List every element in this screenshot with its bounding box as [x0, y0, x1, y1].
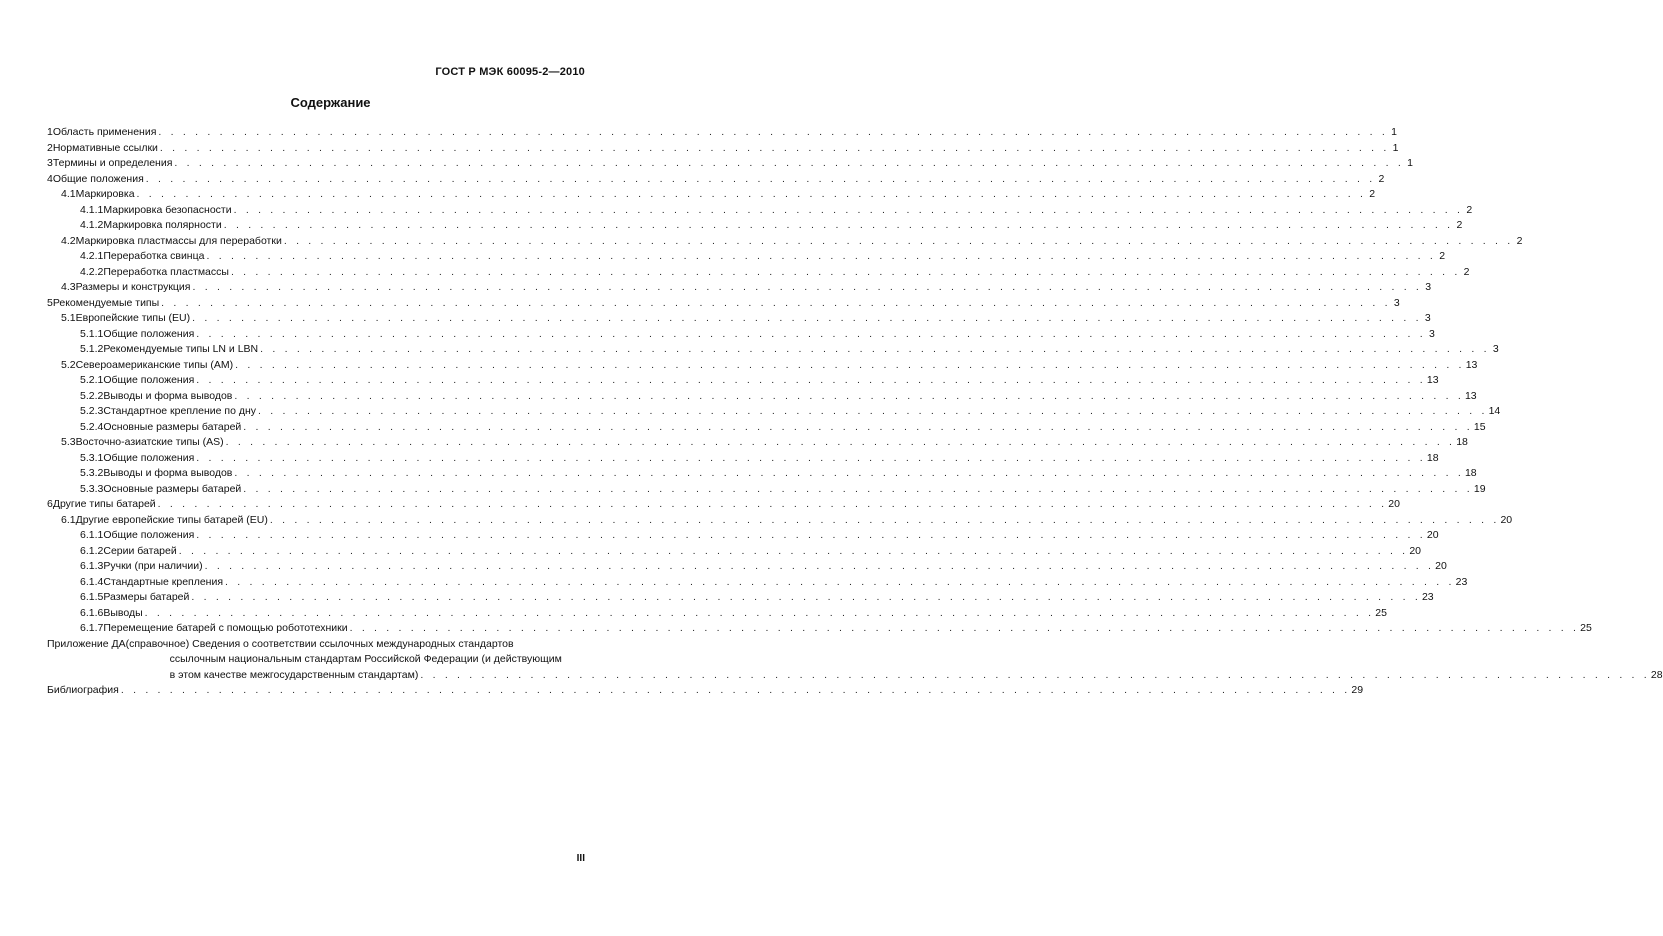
toc-entry[interactable]: [47, 575, 1468, 591]
toc-entry-page: 3: [1492, 343, 1499, 355]
toc-entry[interactable]: [47, 389, 1477, 405]
toc-leader-dots: [231, 265, 1461, 281]
toc-entry-label: Основные размеры батарей: [103, 420, 242, 433]
toc-entry[interactable]: [47, 373, 1439, 389]
toc-entry-page: 20: [1435, 560, 1447, 572]
toc-entry-label: Рекомендуемые типы: [52, 296, 160, 309]
toc-entry-label: Ручки (при наличии): [103, 560, 203, 572]
toc-entry-page: 2: [1466, 203, 1473, 216]
toc-entry-page: 20: [1500, 513, 1513, 526]
toc-entry[interactable]: [47, 311, 1431, 327]
toc-entry-page: 20: [1388, 498, 1400, 510]
toc-entry-number: 2: [47, 141, 53, 154]
toc-leader-dots: [350, 621, 1580, 637]
toc-leader-dots: [234, 466, 1464, 482]
toc-entry-label: Библиография: [47, 683, 119, 696]
toc-leader-dots: [196, 451, 1426, 467]
page-title: Содержание: [290, 95, 371, 110]
toc-entry-page: 18: [1464, 467, 1477, 479]
toc-entry[interactable]: [47, 606, 1387, 622]
toc-entry-label: Серии батарей: [103, 544, 177, 557]
toc-leader-dots: [243, 482, 1473, 498]
toc-entry-number: 6.1.7: [80, 622, 104, 634]
toc-entry[interactable]: [47, 482, 1486, 498]
toc-entry-number: 4.1: [61, 188, 76, 200]
toc-entry[interactable]: [47, 342, 1499, 358]
toc-entry-number: 6.1: [61, 513, 76, 526]
toc-leader-dots: [174, 156, 1404, 172]
appendix-number: Приложение ДА: [47, 637, 126, 650]
toc-entry-number: 3: [47, 157, 53, 169]
toc-entry-page: 3: [1429, 327, 1435, 340]
toc-entry[interactable]: [47, 590, 1434, 606]
toc-leader-dots: [145, 606, 1375, 622]
toc-leader-dots: [225, 575, 1455, 591]
toc-leader-dots: [226, 435, 1456, 451]
toc-entry[interactable]: [47, 327, 1435, 343]
toc-entry-label: Размеры и конструкция: [75, 281, 191, 293]
toc-entry-page: 15: [1473, 420, 1486, 433]
toc-entry-page: 3: [1425, 281, 1432, 293]
toc-entry-label: Размеры батарей: [103, 591, 190, 603]
toc-entry-number: 5.1.2: [80, 343, 104, 355]
toc-leader-dots: [191, 590, 1421, 606]
toc-entry-label: Маркировка: [75, 188, 135, 200]
toc-entry-number: 5.2: [61, 358, 76, 371]
toc-entry[interactable]: [47, 156, 1413, 172]
toc-entry-page: 1: [1407, 157, 1413, 169]
toc-entry[interactable]: [47, 420, 1486, 436]
toc-entry[interactable]: [47, 435, 1468, 451]
toc-leader-dots: [234, 203, 1464, 219]
toc-entry-label: Общие положения: [52, 172, 144, 185]
toc-leader-dots: [161, 296, 1391, 312]
toc-entry-page: 25: [1580, 622, 1592, 634]
toc-entry[interactable]: [47, 296, 1400, 312]
toc-leader-dots: [192, 311, 1422, 327]
toc-entry[interactable]: [47, 404, 1501, 420]
toc-entry[interactable]: [47, 280, 1432, 296]
toc-entry[interactable]: [47, 559, 1447, 575]
toc-entry-page: 3: [1424, 312, 1431, 324]
toc-leader-dots: [196, 528, 1426, 544]
toc-entry-number: 5.3.3: [80, 482, 104, 495]
toc-entry-number: 4.1.1: [80, 203, 104, 216]
toc-entry-number: 6.1.5: [80, 591, 104, 603]
toc-entry-label: Общие положения: [103, 327, 195, 340]
appendix-title-line: ссылочным национальным стандартам Российской Федерации (и действующим: [169, 653, 562, 665]
toc-leader-dots: [121, 683, 1351, 699]
toc-leader-dots: [284, 234, 1514, 250]
toc-entry-number: 4: [47, 172, 53, 185]
appendix-title-line: (справочное) Сведения о соответствии ссылочных международных стандартов: [125, 637, 514, 650]
toc-entry[interactable]: [47, 358, 1478, 374]
toc-entry-number: 5.3.2: [80, 467, 104, 479]
toc-entry-label: Восточно-азиатские типы (AS): [75, 436, 224, 448]
toc-entry-number: 6.1.2: [80, 544, 104, 557]
toc-entry-number: 6.1.1: [80, 529, 104, 541]
toc-entry-page: 18: [1456, 436, 1468, 448]
toc-leader-dots: [192, 280, 1422, 296]
toc-leader-dots: [270, 513, 1500, 529]
toc-entry-page: 1: [1391, 126, 1397, 138]
toc-entry-page: 28: [1650, 668, 1663, 681]
toc-leader-dots: [158, 125, 1388, 141]
toc-entry-page: 19: [1473, 482, 1486, 495]
toc-leader-dots: [258, 404, 1488, 420]
toc-entry[interactable]: [47, 234, 1523, 250]
toc-entry-label: Выводы и форма выводов: [103, 389, 233, 402]
toc-entry-number: 6.1.6: [80, 606, 104, 619]
toc-entry-label: Маркировка безопасности: [103, 203, 232, 216]
toc-entry-label: Нормативные ссылки: [52, 141, 158, 154]
toc-entry-number: 5.3: [61, 436, 76, 448]
toc-leader-dots: [205, 559, 1435, 575]
toc-entry-page: 29: [1351, 683, 1364, 696]
toc-entry-page: 20: [1426, 529, 1439, 541]
toc-leader-dots: [234, 389, 1464, 405]
toc-entry-page: 18: [1426, 451, 1439, 464]
toc-entry-label: Область применения: [52, 126, 157, 138]
toc-leader-dots: [146, 172, 1376, 188]
toc-entry-label: Термины и определения: [52, 157, 173, 169]
table-of-contents: [47, 125, 1663, 698]
appendix-title: [126, 637, 1663, 683]
toc-entry-page: 1: [1392, 141, 1399, 154]
toc-entry[interactable]: [47, 544, 1421, 560]
toc-entry-label: Другие европейские типы батарей (EU): [75, 513, 268, 526]
toc-entry-page: 13: [1426, 374, 1439, 386]
toc-entry-page: 2: [1378, 172, 1385, 185]
toc-entry-number: 4.2.2: [80, 265, 104, 278]
toc-entry-number: 6: [47, 498, 53, 510]
toc-entry-number: 4.2: [61, 234, 76, 247]
toc-entry-number: 5.2.2: [80, 389, 104, 402]
toc-entry-label: Переработка пластмассы: [103, 265, 229, 278]
toc-entry-page: 2: [1456, 219, 1463, 231]
toc-entry-page: 20: [1409, 544, 1421, 557]
toc-leader-dots: [160, 141, 1390, 157]
toc-entry-bibliography[interactable]: [47, 683, 1364, 699]
toc-leader-dots: [420, 668, 1650, 684]
toc-entry-label: Североамериканские типы (АМ): [75, 358, 234, 371]
toc-entry-label: Перемещение батарей с помощью робототехники: [103, 622, 348, 634]
toc-entry[interactable]: [47, 513, 1513, 529]
toc-entry-label: Европейские типы (EU): [75, 312, 191, 324]
toc-leader-dots: [196, 327, 1426, 343]
toc-entry-page: 2: [1439, 250, 1446, 262]
toc-entry-label: Выводы: [103, 606, 143, 619]
toc-entry-page: 23: [1421, 591, 1434, 603]
toc-entry-number: 6.1.4: [80, 575, 104, 588]
toc-leader-dots: [224, 218, 1454, 234]
toc-entry-number: 5: [47, 296, 53, 309]
toc-entry-number: 5.1: [61, 312, 76, 324]
toc-entry[interactable]: [47, 497, 1400, 513]
toc-leader-dots: [196, 373, 1426, 389]
toc-leader-dots: [179, 544, 1409, 560]
toc-entry[interactable]: [47, 203, 1473, 219]
toc-entry-appendix[interactable]: [47, 637, 1663, 683]
toc-entry-label: Стандартное крепление по дну: [103, 405, 257, 417]
toc-entry-label: Общие положения: [103, 529, 195, 541]
appendix-title-line: [126, 668, 1663, 684]
toc-leader-dots: [158, 497, 1388, 513]
toc-entry-number: 5.2.1: [80, 374, 104, 386]
toc-entry-label: Стандартные крепления: [103, 575, 224, 588]
toc-entry[interactable]: [47, 265, 1470, 281]
toc-entry-number: 6.1.3: [80, 560, 104, 572]
toc-entry-page: 25: [1375, 606, 1387, 619]
toc-entry[interactable]: [47, 218, 1463, 234]
toc-entry-label: Основные размеры батарей: [103, 482, 242, 495]
toc-entry-label: Выводы и форма выводов: [103, 467, 233, 479]
toc-entry[interactable]: [47, 621, 1592, 637]
toc-entry-number: 5.1.1: [80, 327, 104, 340]
toc-entry-page: 23: [1455, 575, 1468, 588]
toc-entry-number: 1: [47, 126, 53, 138]
toc-entry-page: 3: [1393, 296, 1400, 309]
toc-entry-label: Рекомендуемые типы LN и LBN: [103, 343, 259, 355]
toc-entry-number: 4.3: [61, 281, 76, 293]
toc-entry-page: 13: [1464, 389, 1477, 402]
toc-entry-number: 5.2.4: [80, 420, 104, 433]
toc-entry[interactable]: [47, 249, 1446, 265]
page-number-footer: III: [576, 853, 585, 864]
toc-entry-page: 2: [1463, 265, 1470, 278]
toc-entry-number: 5.3.1: [80, 451, 104, 464]
toc-entry[interactable]: [47, 451, 1439, 467]
toc-leader-dots: [235, 358, 1465, 374]
toc-entry[interactable]: [47, 172, 1385, 188]
toc-leader-dots: [137, 187, 1367, 203]
appendix-title-line-text: в этом качестве межгосударственным стандартам): [169, 668, 419, 681]
toc-entry-page: 14: [1488, 405, 1501, 417]
toc-entry-number: 4.1.2: [80, 219, 104, 231]
toc-entry-page: 2: [1516, 234, 1523, 247]
toc-entry-number: 4.2.1: [80, 250, 104, 262]
toc-entry-label: Маркировка полярности: [103, 219, 222, 231]
toc-entry-label: Другие типы батарей: [52, 498, 156, 510]
toc-entry-label: Маркировка пластмассы для переработки: [75, 234, 282, 247]
toc-leader-dots: [260, 342, 1490, 358]
toc-entry[interactable]: [47, 528, 1439, 544]
toc-leader-dots: [206, 249, 1436, 265]
toc-entry-label: Общие положения: [103, 451, 195, 464]
toc-entry-label: Переработка свинца: [103, 250, 205, 262]
toc-entry[interactable]: [47, 187, 1376, 203]
toc-entry[interactable]: [47, 125, 1397, 141]
toc-entry-page: 13: [1465, 358, 1478, 371]
toc-leader-dots: [243, 420, 1473, 436]
toc-entry[interactable]: [47, 141, 1399, 157]
toc-entry[interactable]: [47, 466, 1477, 482]
toc-entry-number: 5.2.3: [80, 405, 104, 417]
toc-entry-label: Общие положения: [103, 374, 195, 386]
document-id-header: ГОСТ Р МЭК 60095-2—2010: [435, 66, 585, 78]
toc-entry-page: 2: [1369, 188, 1376, 200]
